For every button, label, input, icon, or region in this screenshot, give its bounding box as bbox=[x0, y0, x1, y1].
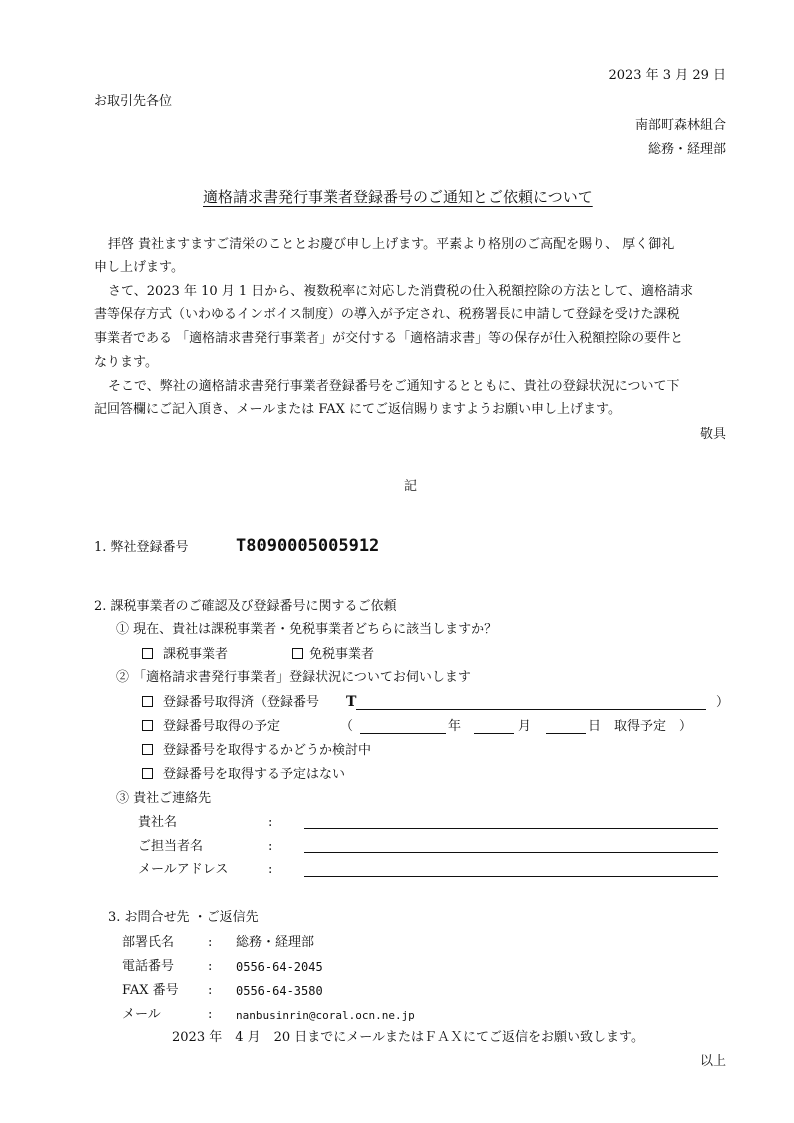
ki-heading: 記 bbox=[404, 479, 418, 494]
contact-mail-colon: : bbox=[208, 1007, 213, 1022]
planned-day-label: 日 取得予定 ） bbox=[588, 719, 693, 734]
registration-number: T8090005005912 bbox=[236, 536, 380, 556]
paragraph-2-line-4: なります。 bbox=[94, 355, 158, 370]
section-1-label: 1. 弊社登録番号 bbox=[94, 540, 189, 555]
option-registered-label: 登録番号取得済（登録番号 bbox=[163, 695, 320, 710]
email-address-line[interactable] bbox=[304, 876, 718, 877]
option-considering[interactable] bbox=[142, 743, 371, 759]
email-address-label: メールアドレス bbox=[138, 862, 229, 877]
contact-dept-label: 部署氏名 bbox=[122, 935, 175, 950]
paragraph-2-line-3: 事業者である 「適格請求書発行事業者」が交付する「適格請求書」等の保存が仕入税額控除の要件と bbox=[94, 331, 684, 346]
reply-deadline: 2023 年 4 月 20 日までにメールまたはＦＡＸにてご返信をお願い致します。 bbox=[172, 1030, 644, 1045]
checkbox-planned[interactable] bbox=[142, 720, 153, 731]
paragraph-1-line-2: 申し上げます。 bbox=[94, 260, 184, 275]
registered-number-line[interactable] bbox=[356, 709, 706, 710]
option-considering-label: 登録番号を取得するかどうか検討中 bbox=[163, 743, 372, 758]
company-name-colon: : bbox=[268, 815, 273, 830]
contact-person-line[interactable] bbox=[304, 852, 718, 853]
contact-fax-label: FAX 番号 bbox=[122, 983, 179, 998]
checkbox-registered[interactable] bbox=[142, 696, 153, 707]
planned-year-line[interactable] bbox=[360, 733, 446, 734]
paragraph-3-line-1: そこで、弊社の適格請求書発行事業者登録番号をご通知するとともに、貴社の登録状況について下 bbox=[108, 379, 680, 394]
paragraph-2-line-2: 書等保存方式（いわゆるインボイス制度）の導入が予定され、税務署長に申請して登録を受けた課税 bbox=[94, 307, 680, 322]
option-taxable-business[interactable] bbox=[142, 647, 228, 663]
option-exempt-business[interactable] bbox=[292, 647, 374, 663]
sender-department: 総務・経理部 bbox=[647, 142, 726, 157]
registration-prefix-t: T bbox=[346, 694, 357, 710]
section-3-label: 3. お問合せ先 ・ご返信先 bbox=[108, 910, 259, 925]
closing-ijou: 以上 bbox=[699, 1054, 726, 1069]
contact-dept-value: 総務・経理部 bbox=[236, 935, 315, 950]
question-3: ③ 貴社ご連絡先 bbox=[116, 791, 212, 806]
company-name-line[interactable] bbox=[304, 828, 718, 829]
company-name-label: 貴社名 bbox=[138, 815, 178, 830]
checkbox-exempt-business[interactable] bbox=[292, 648, 303, 659]
contact-mail-label: メール bbox=[122, 1007, 161, 1022]
contact-mail-value: nanbusinrin@coral.ocn.ne.jp bbox=[236, 1009, 415, 1022]
option-planned-label: 登録番号取得の予定 bbox=[163, 719, 281, 734]
option-no-plan[interactable] bbox=[142, 767, 345, 783]
paragraph-3-line-2: 記回答欄にご記入頂き、メールまたは FAX にてご返信賜りますようお願い申し上げます。 bbox=[94, 402, 621, 417]
registered-close-paren: ） bbox=[716, 695, 730, 710]
checkbox-no-plan[interactable] bbox=[142, 768, 153, 779]
closing-keigu: 敬具 bbox=[699, 427, 726, 442]
contact-tel-value: 0556-64-2045 bbox=[236, 960, 323, 974]
contact-dept-colon: : bbox=[208, 935, 213, 950]
recipient: お取引先各位 bbox=[94, 94, 173, 109]
planned-month-label: 月 bbox=[518, 719, 532, 734]
question-2: ② 「適格請求書発行事業者」登録状況についてお伺いします bbox=[116, 670, 471, 685]
planned-day-line[interactable] bbox=[546, 733, 586, 734]
planned-open-paren: （ bbox=[340, 719, 354, 734]
planned-month-line[interactable] bbox=[474, 733, 514, 734]
contact-fax-value: 0556-64-3580 bbox=[236, 984, 323, 998]
planned-year-label: 年 bbox=[448, 719, 462, 734]
contact-person-label: ご担当者名 bbox=[138, 839, 204, 854]
checkbox-considering[interactable] bbox=[142, 744, 153, 755]
section-2-label: 2. 課税事業者のご確認及び登録番号に関するご依頼 bbox=[94, 599, 397, 614]
question-1: ① 現在、貴社は課税事業者・免税事業者どちらに該当しますか？ bbox=[116, 622, 498, 637]
document-date: 2023 年 3 月 29 日 bbox=[608, 68, 726, 83]
contact-tel-label: 電話番号 bbox=[122, 959, 175, 974]
contact-tel-colon: : bbox=[208, 959, 213, 974]
option-exempt-business-label: 免税事業者 bbox=[309, 647, 375, 662]
checkbox-taxable-business[interactable] bbox=[142, 648, 153, 659]
option-registered[interactable] bbox=[142, 695, 319, 711]
contact-fax-colon: : bbox=[208, 983, 213, 998]
option-taxable-business-label: 課税事業者 bbox=[163, 647, 229, 662]
paragraph-1-line-1: 拝啓 貴社ますますご清栄のこととお慶び申し上げます。平素より格別のご高配を賜り、 厚く御礼 bbox=[108, 237, 675, 252]
document-title: 適格請求書発行事業者登録番号のご通知とご依頼について bbox=[203, 188, 593, 206]
contact-person-colon: : bbox=[268, 839, 273, 854]
option-planned[interactable] bbox=[142, 719, 280, 735]
sender-organization: 南部町森林組合 bbox=[634, 118, 726, 133]
option-no-plan-label: 登録番号を取得する予定はない bbox=[163, 767, 346, 782]
email-address-colon: : bbox=[268, 862, 273, 877]
paragraph-2-line-1: さて、2023 年 10 月 1 日から、複数税率に対応した消費税の仕入税額控除の方法として、適格請求 bbox=[108, 284, 694, 299]
